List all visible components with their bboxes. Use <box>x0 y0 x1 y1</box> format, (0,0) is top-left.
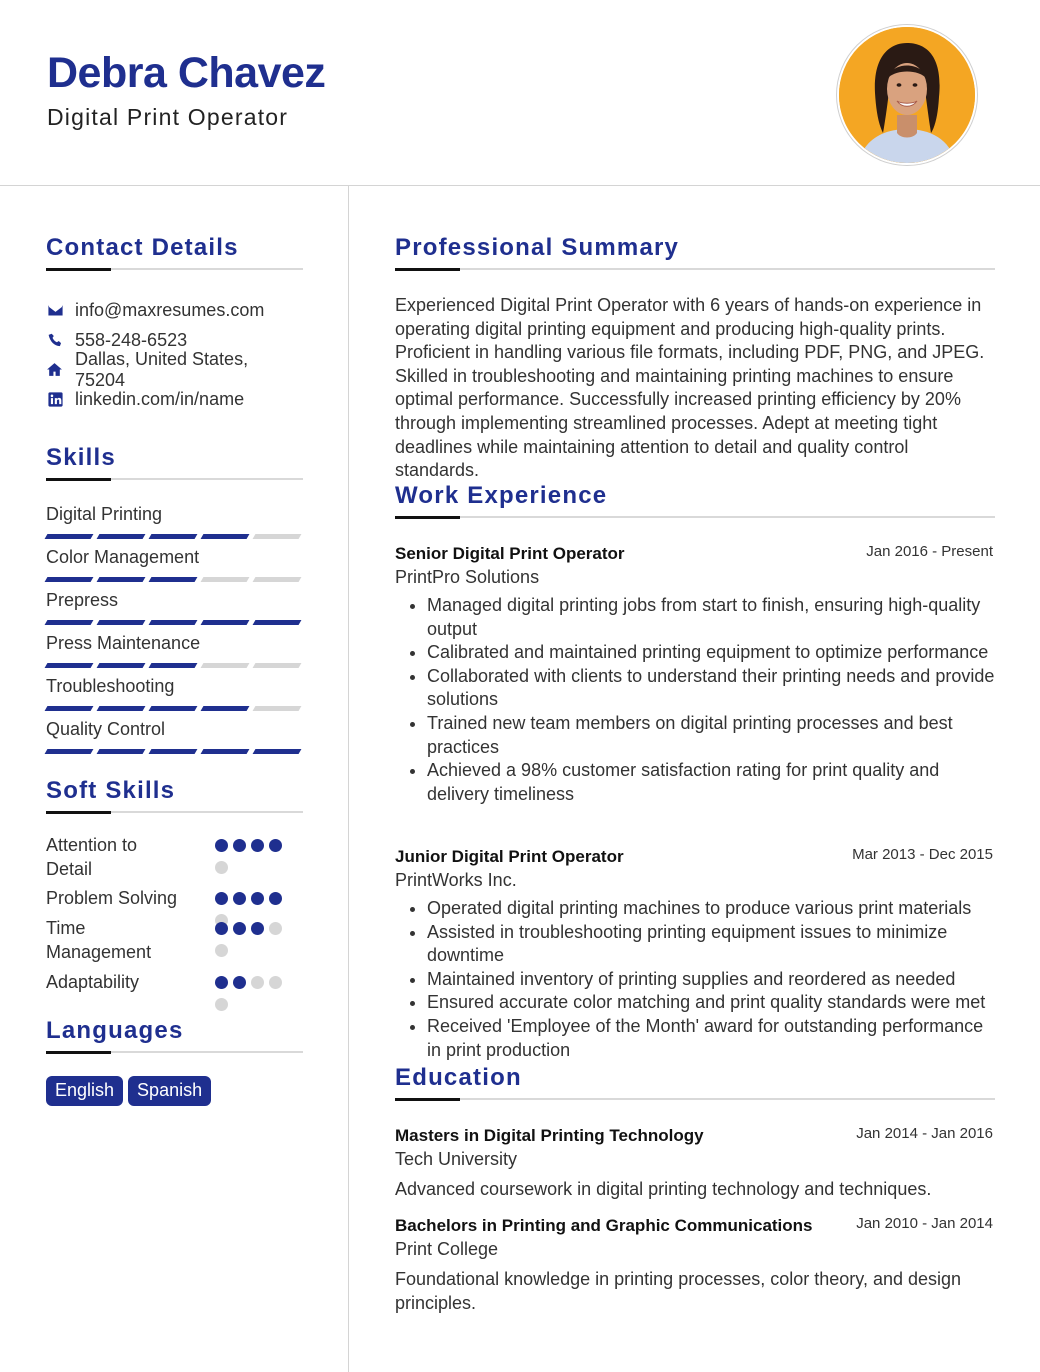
contact-section <box>46 236 303 414</box>
job-bullet: • Trained new team members on digital printing processes and best practices <box>427 712 995 759</box>
job-dates: Jan 2016 - Present <box>866 543 993 560</box>
skill-level-segment <box>149 620 198 625</box>
skill-level-segment <box>97 577 146 582</box>
skill-level-bar <box>46 577 303 582</box>
skill-level-segment <box>45 620 94 625</box>
education-rule <box>395 1098 995 1100</box>
skill-item <box>46 675 303 718</box>
job-company: PrintWorks Inc. <box>395 870 517 890</box>
skill-level-segment <box>253 706 302 711</box>
skill-level-segment <box>45 534 94 539</box>
soft-skill-rating <box>215 922 287 957</box>
contact-email-text: info@maxresumes.com <box>75 300 265 321</box>
skill-level-segment <box>201 620 250 625</box>
skill-level-segment <box>201 663 250 668</box>
soft-skills-section <box>46 779 303 1016</box>
skill-item <box>46 589 303 632</box>
candidate-title: Digital Print Operator <box>47 104 289 130</box>
soft-skill-dot <box>251 976 264 989</box>
skill-level-segment <box>201 534 250 539</box>
candidate-name: Debra Chavez <box>47 49 326 97</box>
job-bullet: • Operated digital printing machines to produce various print materials <box>427 897 995 921</box>
job-bullet: • Collaborated with clients to understand their printing needs and provide solutions <box>427 665 995 712</box>
skill-level-segment <box>253 749 302 754</box>
job-bullet: • Assisted in troubleshooting printing equipment issues to minimize downtime <box>427 921 995 968</box>
skill-level-bar <box>46 706 303 711</box>
skill-level-segment <box>97 663 146 668</box>
job-bullet: • Ensured accurate color matching and print quality standards were met <box>427 991 995 1015</box>
skill-item <box>46 632 303 675</box>
soft-skills-heading: Soft Skills <box>46 777 176 804</box>
skill-name: Digital Printing <box>46 504 163 524</box>
summary-heading: Professional Summary <box>395 234 680 261</box>
skill-level-segment <box>149 577 198 582</box>
skill-name: Color Management <box>46 547 200 567</box>
soft-skill-name: Attention to Detail <box>46 835 138 879</box>
phone-icon <box>46 331 64 349</box>
job-bullets <box>395 897 995 1062</box>
education-heading: Education <box>395 1064 522 1091</box>
home-icon <box>46 361 64 379</box>
skills-rule <box>46 478 303 480</box>
languages-rule <box>46 1051 303 1053</box>
contact-location-text: Dallas, United States, 75204 <box>74 348 249 390</box>
soft-skill-dot <box>233 922 246 935</box>
skills-list <box>46 503 303 761</box>
language-tag: Spanish <box>128 1076 211 1106</box>
skill-level-segment <box>45 749 94 754</box>
soft-skill-dot <box>269 892 282 905</box>
soft-skill-dot <box>215 976 228 989</box>
skill-level-segment <box>149 534 198 539</box>
soft-skill-dot <box>215 998 228 1011</box>
skill-level-segment <box>45 663 94 668</box>
soft-skill-dot <box>251 839 264 852</box>
skill-item <box>46 503 303 546</box>
linkedin-icon <box>46 390 64 408</box>
education-section <box>395 1066 995 1100</box>
soft-skill-dot <box>251 922 264 935</box>
job-bullets <box>395 594 995 806</box>
experience-heading: Work Experience <box>395 482 608 509</box>
skill-level-segment <box>253 534 302 539</box>
skill-level-segment <box>253 663 302 668</box>
skill-level-segment <box>97 706 146 711</box>
job-bullet: • Received 'Employee of the Month' award for outstanding performance in print production <box>427 1015 995 1062</box>
soft-skill-rating <box>215 976 287 1011</box>
soft-skill-dot <box>251 892 264 905</box>
education-dates: Jan 2014 - Jan 2016 <box>856 1125 993 1142</box>
soft-skill-dot <box>233 892 246 905</box>
skill-item <box>46 718 303 761</box>
soft-skill-dot <box>215 944 228 957</box>
soft-skill-name: Problem Solving <box>46 888 178 908</box>
job-bullet: • Managed digital printing jobs from start to finish, ensuring high-quality output <box>427 594 995 641</box>
soft-skills-list <box>46 836 303 1016</box>
skill-item <box>46 546 303 589</box>
summary-rule <box>395 268 995 270</box>
contact-email[interactable] <box>46 296 303 326</box>
education-entry <box>395 1125 995 1202</box>
soft-skill-dot <box>233 976 246 989</box>
skill-level-segment <box>201 577 250 582</box>
contact-linkedin-text: linkedin.com/in/name <box>75 388 245 409</box>
skill-level-bar <box>46 620 303 625</box>
language-tag: English <box>46 1076 123 1106</box>
education-degree: Bachelors in Printing and Graphic Communications <box>395 1216 813 1235</box>
summary-section <box>395 236 995 483</box>
job-company: PrintPro Solutions <box>395 567 540 587</box>
languages-list <box>46 1076 303 1106</box>
skill-level-bar <box>46 749 303 754</box>
skill-name: Press Maintenance <box>46 633 201 653</box>
job-entry <box>395 543 995 806</box>
skill-level-segment <box>97 534 146 539</box>
profile-photo-illustration <box>839 27 975 163</box>
skill-level-bar <box>46 663 303 668</box>
soft-skill-dot <box>269 839 282 852</box>
soft-skill-name: Time Management <box>46 918 152 962</box>
education-school: Tech University <box>395 1149 518 1169</box>
skill-name: Troubleshooting <box>46 676 175 696</box>
education-entry <box>395 1215 995 1315</box>
education-dates: Jan 2010 - Jan 2014 <box>856 1215 993 1232</box>
skill-level-segment <box>45 706 94 711</box>
skill-name: Quality Control <box>46 719 166 739</box>
skill-name: Prepress <box>46 590 119 610</box>
soft-skills-rule <box>46 811 303 813</box>
job-role: Senior Digital Print Operator <box>395 544 625 563</box>
soft-skill-dot <box>215 861 228 874</box>
soft-skill-rating <box>215 839 287 874</box>
experience-section <box>395 484 995 518</box>
job-role: Junior Digital Print Operator <box>395 847 624 866</box>
skill-level-segment <box>253 577 302 582</box>
education-degree: Masters in Digital Printing Technology <box>395 1126 704 1145</box>
languages-heading: Languages <box>46 1017 184 1044</box>
skill-level-segment <box>201 749 250 754</box>
experience-rule <box>395 516 995 518</box>
skill-level-segment <box>149 749 198 754</box>
skill-level-segment <box>97 749 146 754</box>
skill-level-segment <box>149 706 198 711</box>
skill-level-segment <box>149 663 198 668</box>
skill-level-bar <box>46 534 303 539</box>
soft-skill-dot <box>269 922 282 935</box>
summary-text: Experienced Digital Print Operator with 6 years of hands-on experience in operating digital printing equipment and producing high-quality prints. Proficient in handling various file formats, including PDF, PNG, and JPEG. Skilled in troubleshooting and maintaining printing machines to ensure optimal performance. Successfully increased printing efficiency by 20% through implementing streamlined processes. Adept at meeting tight deadlines while maintaining attention to detail and quality control standards. <box>395 295 985 481</box>
soft-skill-dot <box>215 892 228 905</box>
education-description: Foundational knowledge in printing processes, color theory, and design principles. <box>395 1269 962 1313</box>
skill-level-segment <box>201 706 250 711</box>
job-bullet: • Calibrated and maintained printing equipment to optimize performance <box>427 641 995 665</box>
job-entry <box>395 846 995 1062</box>
skills-heading: Skills <box>46 444 116 471</box>
soft-skill-name: Adaptability <box>46 972 140 992</box>
contact-list <box>46 296 303 414</box>
contact-heading: Contact Details <box>46 234 239 261</box>
job-bullet: • Maintained inventory of printing supplies and reordered as needed <box>427 968 995 992</box>
job-dates: Mar 2013 - Dec 2015 <box>852 846 993 863</box>
contact-phone-text: 558-248-6523 <box>75 329 188 350</box>
education-description: Advanced coursework in digital printing technology and techniques. <box>395 1179 932 1199</box>
soft-skill-dot <box>233 839 246 852</box>
soft-skill-dot <box>215 922 228 935</box>
profile-photo <box>837 25 977 165</box>
job-bullet: • Achieved a 98% customer satisfaction rating for print quality and delivery timeliness <box>427 759 995 806</box>
skills-section <box>46 446 303 761</box>
soft-skill-dot <box>215 839 228 852</box>
skill-level-segment <box>97 620 146 625</box>
skill-level-segment <box>45 577 94 582</box>
education-school: Print College <box>395 1239 499 1259</box>
column-divider <box>348 186 349 1372</box>
skill-level-segment <box>253 620 302 625</box>
languages-section <box>46 1019 303 1106</box>
envelope-icon <box>46 302 64 320</box>
contact-rule <box>46 268 303 270</box>
resume-header <box>0 0 1040 186</box>
soft-skill-dot <box>269 976 282 989</box>
contact-location <box>46 348 303 390</box>
